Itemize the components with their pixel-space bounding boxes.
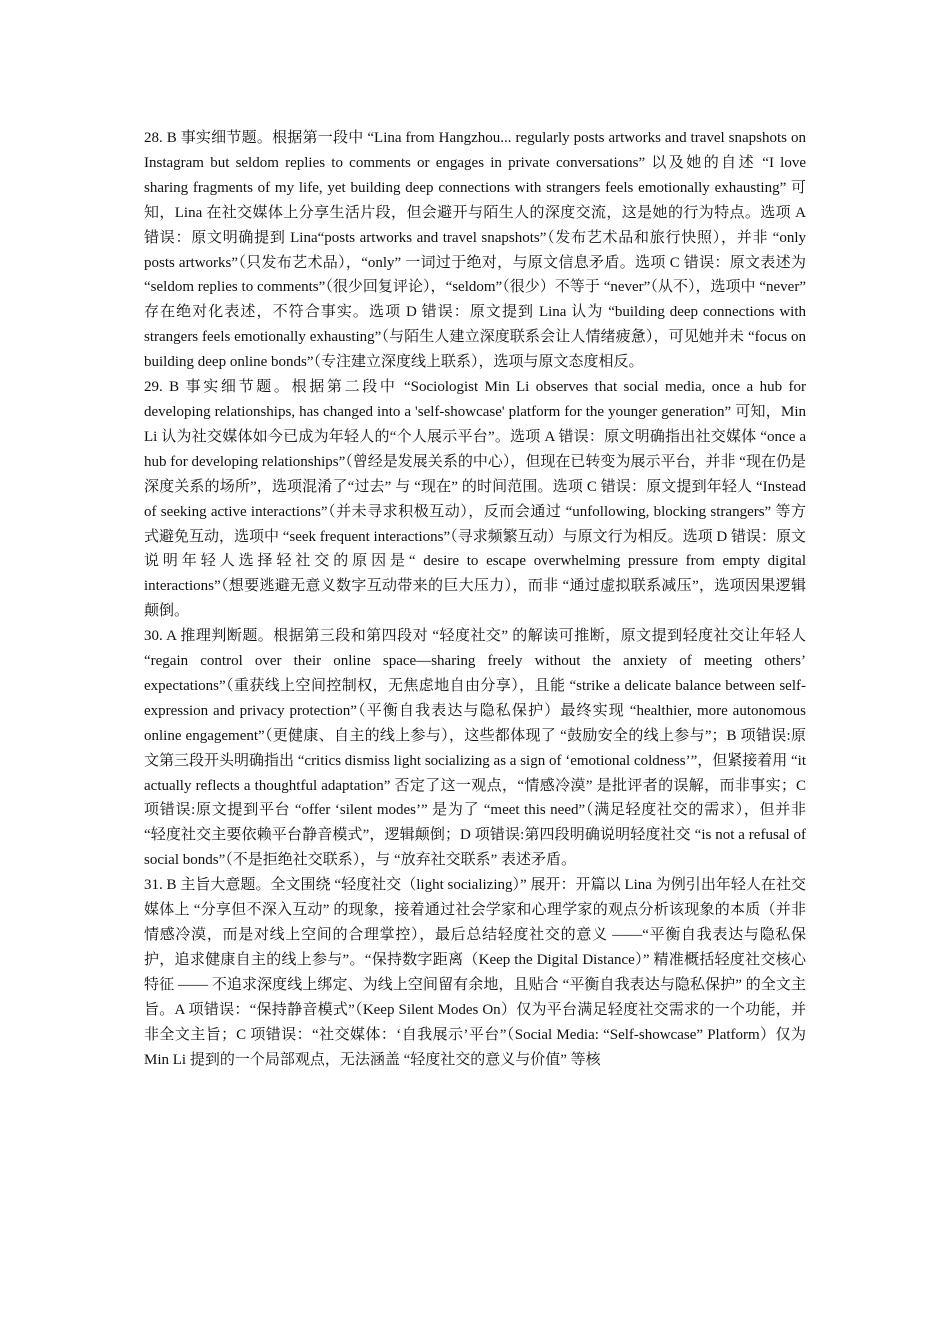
answer-explanation-29: 29. B 事实细节题。根据第二段中 “Sociologist Min Li observes that social media, once a hub for developing relationships, has changed into a 'self-showcase' platform for the younger generation” 可知，Min Li 认为社交媒体如今已成为年轻人的“个人展示平台”。选项 A 错误：原文明确指出社交媒体 “once a hub for developing relationships”（曾经是发展关系的中心），但现在已转变为展示平台，并非 “现在仍是深度关系的场所”，选项混淆了“过去” 与 “现在” 的时间范围。选项 C 错误：原文提到年轻人 “Instead of seeking active interactions”（并未寻求积极互动），反而会通过 “unfollowing, blocking strangers” 等方式避免互动，选项中 “seek frequent interactions”（寻求频繁互动）与原文行为相反。选项 D 错误：原文说明年轻人选择轻社交的原因是“ desire to escape overwhelming pressure from empty digital interactions”（想要逃避无意义数字互动带来的巨大压力），而非 “通过虚拟联系减压”，选项因果逻辑颠倒。 bbox=[144, 379, 807, 620]
answer-explanation-31: 31. B 主旨大意题。全文围绕 “轻度社交（light socializing）” 展开：开篇以 Lina 为例引出年轻人在社交媒体上 “分享但不深入互动” 的现象，接着通过社会学家和心理学家的观点分析该现象的本质（并非情感冷漠，而是对线上空间的合理掌控），最后总结轻度社交的意义 ——“平衡自我表达与隐私保护，追求健康自主的线上参与”。“保持数字距离（Keep the Digital Distance）” 精准概括轻度社交核心特征 —— 不追求深度线上绑定、为线上空间留有余地，且贴合 “平衡自我表达与隐私保护” 的全文主旨。A 项错误：“保持静音模式”（Keep Silent Modes On）仅为平台满足轻度社交需求的一个功能，并非全文主旨；C 项错误：“社交媒体：‘自我展示’平台”（Social Media: “Self-showcase” Platform）仅为 Min Li 提到的一个局部观点，无法涵盖 “轻度社交的意义与价值” 等核 bbox=[144, 877, 806, 1068]
answer-explanation-28: 28. B 事实细节题。根据第一段中 “Lina from Hangzhou... regularly posts artworks and travel snapshots on Instagram but seldom replies to comments or engages in private conversations” 以及她的自述 “I love sharing fragments of my life, yet building deep connections with strangers feels emotionally exhausting” 可知，Lina 在社交媒体上分享生活片段，但会避开与陌生人的深度交流，这是她的行为特点。选项 A 错误：原文明确提到 Lina“posts artworks and travel snapshots”（发布艺术品和旅行快照），并非 “only posts artworks”（只发布艺术品），“only” 一词过于绝对，与原文信息矛盾。选项 C 错误：原文表述为 “seldom replies to comments”（很少回复评论），“seldom”（很少）不等于 “never”（从不），选项中 “never” 存在绝对化表述，不符合事实。选项 D 错误：原文提到 Lina 认为 “building deep connections with strangers feels emotionally exhausting”（与陌生人建立深度联系会让人情绪疲惫），可见她并未 “focus on building deep online bonds”（专注建立深度线上联系），选项与原文态度相反。 bbox=[144, 130, 806, 371]
document-body bbox=[144, 126, 806, 1072]
answer-explanation-30: 30. A 推理判断题。根据第三段和第四段对 “轻度社交” 的解读可推断，原文提到轻度社交让年轻人 “regain control over their online space—sharing freely without the anxiety of meeting others’ expectations”（重获线上空间控制权，无焦虑地自由分享），且能 “strike a delicate balance between self-expression and privacy protection”（平衡自我表达与隐私保护）最终实现 “healthier, more autonomous online engagement”（更健康、自主的线上参与），这些都体现了 “鼓励安全的线上参与”；B 项错误:原文第三段开头明确指出 “critics dismiss light socializing as a sign of ‘emotional coldness’”，但紧接着用 “it actually reflects a thoughtful adaptation” 否定了这一观点，“情感冷漠” 是批评者的误解，而非事实；C 项错误:原文提到平台 “offer ‘silent modes’” 是为了 “meet this need”（满足轻度社交的需求），但并非 “轻度社交主要依赖平台静音模式”，逻辑颠倒；D 项错误:第四段明确说明轻度社交 “is not a refusal of social bonds”（不是拒绝社交联系），与 “放弃社交联系” 表述矛盾。 bbox=[144, 628, 806, 869]
